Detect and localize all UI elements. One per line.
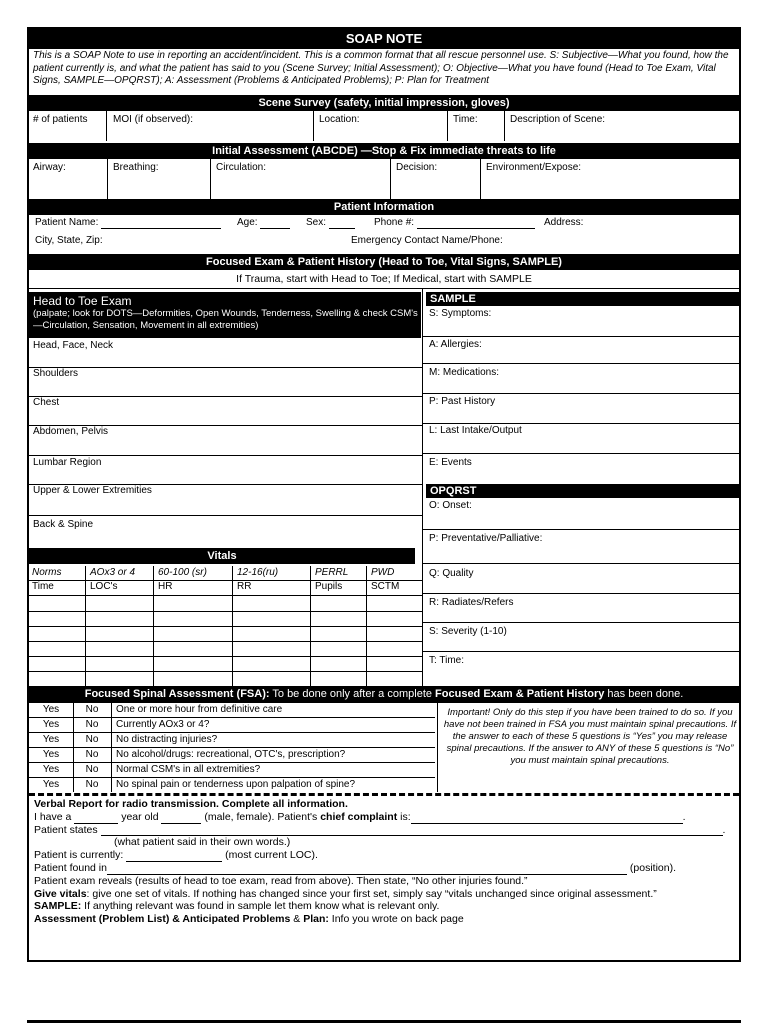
sex-field[interactable]: Sex: <box>306 217 355 229</box>
preventative-field[interactable]: P: Preventative/Palliative: <box>429 533 543 544</box>
back-spine-field[interactable]: Back & Spine <box>33 519 94 530</box>
vitals-col-header: RR <box>237 581 252 592</box>
fsa-question: No alcohol/drugs: recreational, OTC's, prescription? <box>116 749 346 760</box>
fsa-question: No distracting injuries? <box>116 734 218 745</box>
verbal-line-2: Patient states . <box>34 823 726 836</box>
fsa-yes[interactable]: Yes <box>42 719 60 730</box>
time-field[interactable]: Time: <box>453 114 478 125</box>
extremities-field[interactable]: Upper & Lower Extremities <box>33 485 152 496</box>
vitals-col-header: Time <box>32 581 54 592</box>
events-field[interactable]: E: Events <box>429 457 472 468</box>
fsa-no[interactable]: No <box>85 779 99 790</box>
fsa-important-note: Important! Only do this step if you have been trained to do so. If you have not been trained in FSA you must maintain spinal precautions. If the answer to each of these 5 questions is “Yes” you may release spinal precautions. If the answer to ANY of these 5 questions is “No” you must maintain spinal precautions. <box>443 707 737 766</box>
head-to-toe-description: (palpate; look for DOTS—Deformities, Open Wounds, Tenderness, Swelling & check CSM's—Circulation, Sensation, Movement in all extremities) <box>33 308 418 331</box>
age-field[interactable]: Age: <box>237 217 290 229</box>
scene-description-field[interactable]: Description of Scene: <box>510 114 606 125</box>
severity-field[interactable]: S: Severity (1-10) <box>429 626 507 637</box>
abdomen-pelvis-field[interactable]: Abdomen, Pelvis <box>33 426 109 437</box>
emergency-contact-field[interactable]: Emergency Contact Name/Phone: <box>351 235 503 246</box>
chest-field[interactable]: Chest <box>33 397 60 408</box>
vitals-norm: Norms <box>32 567 62 578</box>
shoulders-field[interactable]: Shoulders <box>33 368 79 379</box>
fsa-yes[interactable]: Yes <box>42 734 60 745</box>
fsa-question: No spinal pain or tenderness upon palpation of spine? <box>116 779 356 790</box>
allergies-field[interactable]: A: Allergies: <box>429 339 482 350</box>
cut-line <box>29 793 739 796</box>
fsa-yes[interactable]: Yes <box>42 779 60 790</box>
vitals-norm: 60-100 (sr) <box>158 567 207 578</box>
head-to-toe-title: Head to Toe Exam <box>33 294 132 308</box>
fsa-no[interactable]: No <box>85 719 99 730</box>
patient-name-field[interactable]: Patient Name: <box>35 217 221 229</box>
verbal-line-7: Give vitals: give one set of vitals. If nothing has changed since your first set, simply say “vitals unchanged since original assessment.” <box>34 887 657 900</box>
fsa-yes[interactable]: Yes <box>42 764 60 775</box>
intro-text: This is a SOAP Note to use in reporting an accident/incident. This is a common format that all rescue personnel use. S: Subjective—What you found, how the patient currently is, and what the patient has said to you (Scene Survey; Initial Assessment); O: Objective—What you have found (Head to Toe Exam, Vital Signs, SAMPLE—OPQRST); A: Assessment (Problems & Anticipated Problems); P: Plan for Treatment <box>33 50 729 86</box>
time-opqrst-field[interactable]: T: Time: <box>429 655 465 666</box>
verbal-report <box>34 798 735 926</box>
decision-field[interactable]: Decision: <box>396 162 438 173</box>
environment-field[interactable]: Environment/Expose: <box>486 162 582 173</box>
scene-survey-header: Scene Survey (safety, initial impression, gloves) <box>29 95 739 111</box>
num-patients-field[interactable]: # of patients <box>33 114 88 125</box>
vitals-col-header: SCTM <box>371 581 400 592</box>
vitals-col-header: HR <box>158 581 173 592</box>
head-face-neck-field[interactable]: Head, Face, Neck <box>33 340 114 351</box>
verbal-line-9: Assessment (Problem List) & Anticipated Problems & Plan: Info you wrote on back page <box>34 913 464 926</box>
city-state-zip-field[interactable]: City, State, Zip: <box>35 235 103 246</box>
symptoms-field[interactable]: S: Symptoms: <box>429 308 492 319</box>
verbal-line-5: Patient found in (position). <box>34 861 677 874</box>
fsa-header: Focused Spinal Assessment (FSA): To be done only after a complete Focused Exam & Patient History has been done. <box>29 686 739 703</box>
past-history-field[interactable]: P: Past History <box>429 396 496 407</box>
vitals-col-header: Pupils <box>315 581 343 592</box>
verbal-report-title: Verbal Report for radio transmission. Complete all information. <box>34 798 348 810</box>
vitals-norm: AOx3 or 4 <box>90 567 136 578</box>
fsa-no[interactable]: No <box>85 749 99 760</box>
fsa-yes[interactable]: Yes <box>42 704 60 715</box>
verbal-line-3: (what patient said in their own words.) <box>114 836 291 849</box>
sample-header: SAMPLE <box>426 292 739 306</box>
phone-field[interactable]: Phone #: <box>374 217 535 229</box>
breathing-field[interactable]: Breathing: <box>113 162 159 173</box>
circulation-field[interactable]: Circulation: <box>216 162 267 173</box>
focused-exam-note: If Trauma, start with Head to Toe; If Medical, start with SAMPLE <box>236 273 532 285</box>
last-intake-field[interactable]: L: Last Intake/Output <box>429 425 522 436</box>
fsa-question: Normal CSM's in all extremities? <box>116 764 261 775</box>
page-bottom-rule <box>27 1020 741 1023</box>
quality-field[interactable]: Q: Quality <box>429 568 474 579</box>
address-field[interactable]: Address: <box>544 217 584 228</box>
opqrst-header: OPQRST <box>426 484 739 498</box>
fsa-yes[interactable]: Yes <box>42 749 60 760</box>
vitals-col-header: LOC's <box>90 581 118 592</box>
fsa-question: One or more hour from definitive care <box>116 704 283 715</box>
vitals-norm: PERRL <box>315 567 349 578</box>
fsa-no[interactable]: No <box>85 764 99 775</box>
patient-info-header: Patient Information <box>29 199 739 215</box>
location-field[interactable]: Location: <box>319 114 360 125</box>
radiates-field[interactable]: R: Radiates/Refers <box>429 597 514 608</box>
verbal-line-1: I have a year old (male, female). Patient's chief complaint is: . <box>34 810 686 823</box>
moi-field[interactable]: MOI (if observed): <box>113 114 194 125</box>
medications-field[interactable]: M: Medications: <box>429 367 500 378</box>
airway-field[interactable]: Airway: <box>33 162 66 173</box>
verbal-line-6: Patient exam reveals (results of head to toe exam, read from above). Then state, “No other injuries found.” <box>34 874 528 887</box>
vitals-norm: PWD <box>371 567 395 578</box>
fsa-no[interactable]: No <box>85 704 99 715</box>
form-title: SOAP NOTE <box>29 29 739 49</box>
fsa-no[interactable]: No <box>85 734 99 745</box>
head-to-toe-header <box>29 292 421 338</box>
fsa-question: Currently AOx3 or 4? <box>116 719 210 730</box>
soap-note-form <box>27 27 741 962</box>
onset-field[interactable]: O: Onset: <box>429 500 472 511</box>
verbal-line-4: Patient is currently: (most current LOC). <box>34 849 318 862</box>
vitals-header: Vitals <box>29 548 415 564</box>
vitals-norm: 12-16(ru) <box>237 567 279 578</box>
initial-assessment-header: Initial Assessment (ABCDE) —Stop & Fix immediate threats to life <box>29 143 739 159</box>
lumbar-region-field[interactable]: Lumbar Region <box>33 457 102 468</box>
focused-exam-header: Focused Exam & Patient History (Head to Toe, Vital Signs, SAMPLE) <box>29 254 739 270</box>
verbal-line-8: SAMPLE: If anything relevant was found in sample let them know what is relevant only. <box>34 900 440 913</box>
